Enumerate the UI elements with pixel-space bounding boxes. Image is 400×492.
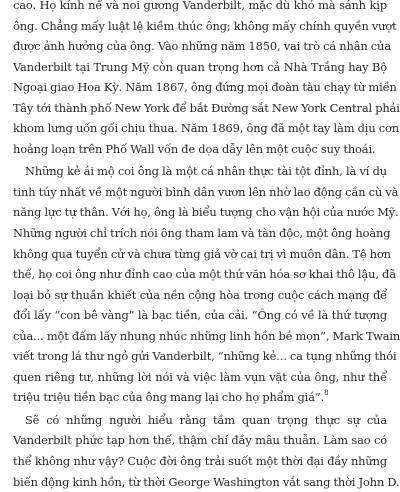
text-line: ông. Chẳng mấy luật lệ kiềm thúc ông; không mấy chính quyền vượt [13, 18, 397, 33]
text-line-with-footnote [13, 387, 387, 408]
text-line: không qua tuyển cử và chưa từng giả vờ cai trị vì muôn dân. Tệ hơn [13, 246, 391, 261]
text-line: Vanderbilt phức tạp hơn thế, thậm chí đầy mâu thuẫn. Làm sao có [13, 433, 387, 448]
text-line: khom lưng uốn gối chịu thua. Năm 1869, ông đã một tay làm dịu cơn [13, 121, 399, 136]
text-line: năng lực tự thân. Với họ, ông là biểu tượng cho vận hội của nước Mỹ. [13, 205, 399, 220]
text-line: triệu triệu tiền bạc của ông mang lại cho họ phẩm giá”. [13, 390, 325, 405]
text-line: đổi lấy “con bê vàng” là bạc tiền, của cải. “Ông có về là thứ tượng [13, 308, 387, 323]
text-line: thể không như vậy? Cuộc đời ông trải suốt một thời đại đầy những [13, 454, 387, 469]
text-line: được ảnh hưởng của ông. Vào những năm 1850, vai trò cá nhân của [13, 39, 391, 54]
text-line: hoảng loạn trên Phố Wall vốn đe dọa dẫy lên một cuộc suy thoái. [13, 141, 376, 156]
text-line: Ngoại giao Hoa Kỳ. Năm 1867, ông đứng mọi đoàn tàu chạy từ miền [13, 80, 397, 95]
text-line: thế, họ coi ông như đỉnh cao của một thứ văn hóa sơ khai thô lậu, đã [13, 267, 396, 282]
text-line: tinh túy nhất về một người bình dân vươn lên nhờ lao động cần cù và [13, 184, 399, 199]
footnote-marker: 8 [324, 389, 329, 398]
paragraph-1 [13, 0, 400, 159]
text-line: biến động kinh hồn, từ thời George Washington vắt sang thời John D. [13, 474, 400, 489]
text-line: Tây tới thành phố New York để bắt Đường sắt New York Central phải [13, 100, 400, 115]
text-line: Những kẻ ái mộ coi ông là một cá nhân thực tài tột đỉnh, là ví dụ [25, 164, 387, 179]
paragraph-2 [13, 161, 400, 408]
text-line: Vanderbilt tại Trung Mỹ còn quan trọng hơn cả Nhà Trắng hay Bộ [13, 59, 387, 74]
text-line: Sẽ có những người hiểu rằng tầm quan trọng thực sự của [25, 412, 387, 427]
paragraph-3 [13, 410, 400, 492]
text-line: của... một đấm lấy nhung nhúc những linh hồn bé mọn”, Mark Twain [13, 328, 400, 343]
text-line: quen riêng tư, những lời nói và việc làm vụn vặt của ông, như thể [13, 369, 387, 384]
book-page [13, 0, 400, 492]
text-line: viết trong lá thư ngỏ gửi Vanderbilt, “những kẻ... ca tụng những thói [13, 349, 397, 364]
text-line: cao. Họ kính nể và noi gương Vanderbilt, mặc dù khó mà sánh kịp [13, 0, 387, 12]
text-line: Những người chỉ trích nói ông tham lam và tàn độc, một ông hoàng [13, 226, 391, 241]
text-line: loại bỏ sự thuần khiết của nền cộng hòa trong cuộc cách mạng để [13, 287, 387, 302]
